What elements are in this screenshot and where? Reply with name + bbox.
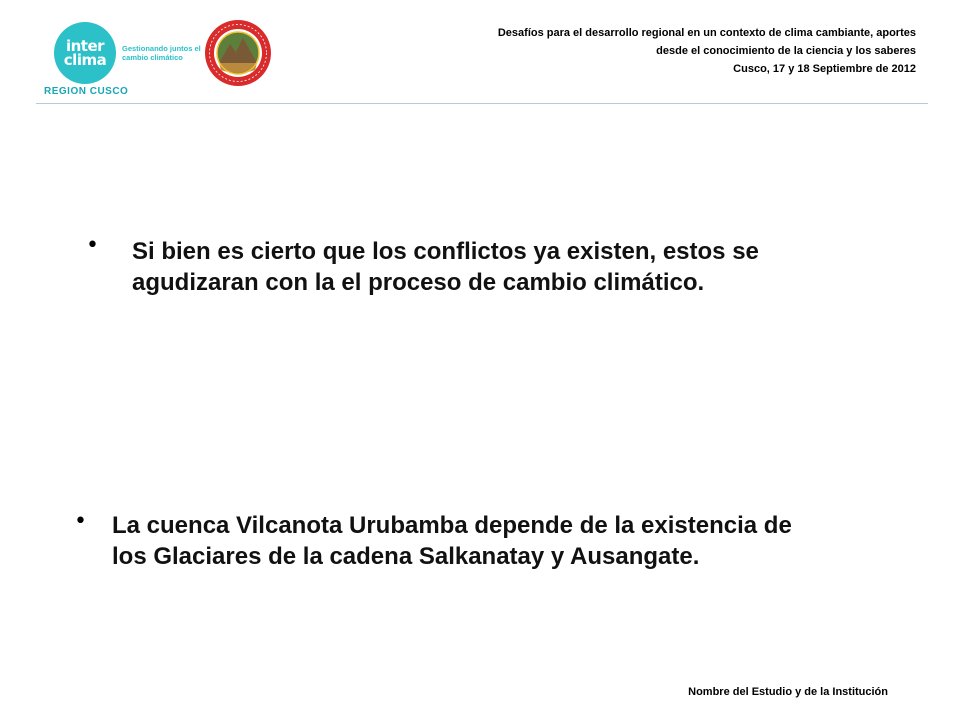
interclima-logo-circle [54, 22, 116, 84]
bullet-icon: • [74, 509, 87, 534]
logo-line2: clima [63, 51, 107, 69]
region-label: REGION CUSCO [44, 86, 129, 97]
logo-tagline: Gestionando juntos el cambio climático [122, 44, 201, 62]
gobierno-regional-seal-icon [203, 18, 273, 88]
header-divider [36, 103, 928, 104]
bullet-icon: • [86, 233, 99, 258]
footer-text: Nombre del Estudio y de la Institución [688, 686, 888, 698]
bullet-2-line1: La cuenca Vilcanota Urubamba depende de la existencia de [112, 512, 792, 539]
header-title-line1: Desafíos para el desarrollo regional en un contexto de clima cambiante, aportes [497, 27, 916, 39]
bullet-2-line2: los Glaciares de la cadena Salkanatay y Ausangate. [112, 543, 700, 570]
bullet-1-line2: agudizaran con la el proceso de cambio climático. [132, 269, 705, 296]
logo-line1: inter [65, 37, 105, 55]
header-date-line: Cusco, 17 y 18 Septiembre de 2012 [733, 63, 916, 75]
bullet-text-2 [112, 510, 792, 572]
bullet-1-line1: Si bien es cierto que los conflictos ya existen, estos se [132, 238, 759, 265]
bullet-text-1 [132, 236, 759, 298]
header-title [356, 24, 916, 78]
header-title-line2: desde el conocimiento de la ciencia y los saberes [656, 45, 916, 57]
